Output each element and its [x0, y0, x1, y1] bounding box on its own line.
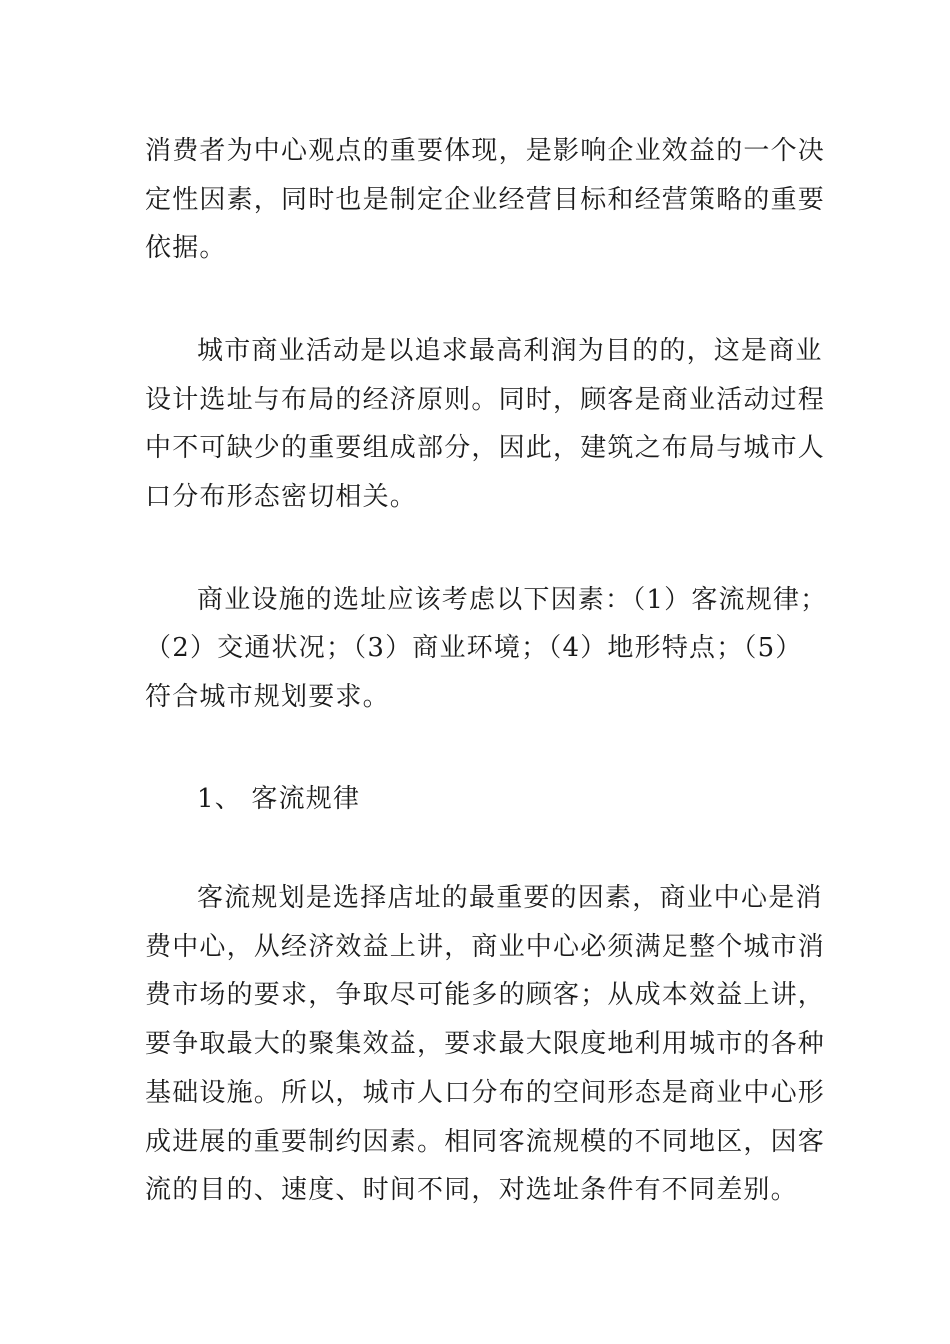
paragraph-1-line-1: 消费者为中心观点的重要体现，是影响企业效益的一个决: [145, 136, 826, 166]
paragraph-1-line-2: 定性因素，同时也是制定企业经营目标和经营策略的重要: [145, 185, 826, 215]
paragraph-5-line-5: 基础设施。所以，城市人口分布的空间形态是商业中心形: [145, 1078, 826, 1108]
paragraph-1-line-3: 依据。: [145, 233, 227, 263]
section-heading: 1、 客流规律: [197, 784, 361, 814]
paragraph-3-line-1: 商业设施的选址应该考虑以下因素：（1）客流规律；: [197, 585, 828, 615]
paragraph-5-line-6: 成进展的重要制约因素。相同客流规模的不同地区，因客: [145, 1127, 826, 1157]
paragraph-3-line-2: （2）交通状况；（3）商业环境；（4）地形特点；（5）: [145, 633, 803, 663]
paragraph-5-line-4: 要争取最大的聚集效益，要求最大限度地利用城市的各种: [145, 1029, 826, 1059]
paragraph-2-line-2: 设计选址与布局的经济原则。同时，顾客是商业活动过程: [145, 385, 826, 415]
paragraph-2-line-1: 城市商业活动是以追求最高利润为目的的，这是商业: [197, 336, 823, 366]
paragraph-5-line-1: 客流规划是选择店址的最重要的因素，商业中心是消: [197, 883, 823, 913]
paragraph-5-line-2: 费中心，从经济效益上讲，商业中心必须满足整个城市消: [145, 932, 826, 962]
paragraph-2-line-4: 口分布形态密切相关。: [145, 482, 418, 512]
paragraph-3-line-3: 符合城市规划要求。: [145, 682, 390, 712]
paragraph-2-line-3: 中不可缺少的重要组成部分，因此，建筑之布局与城市人: [145, 433, 826, 463]
paragraph-5-line-7: 流的目的、速度、时间不同，对选址条件有不同差别。: [145, 1175, 798, 1205]
paragraph-5-line-3: 费市场的要求，争取尽可能多的顾客；从成本效益上讲，: [145, 980, 826, 1010]
